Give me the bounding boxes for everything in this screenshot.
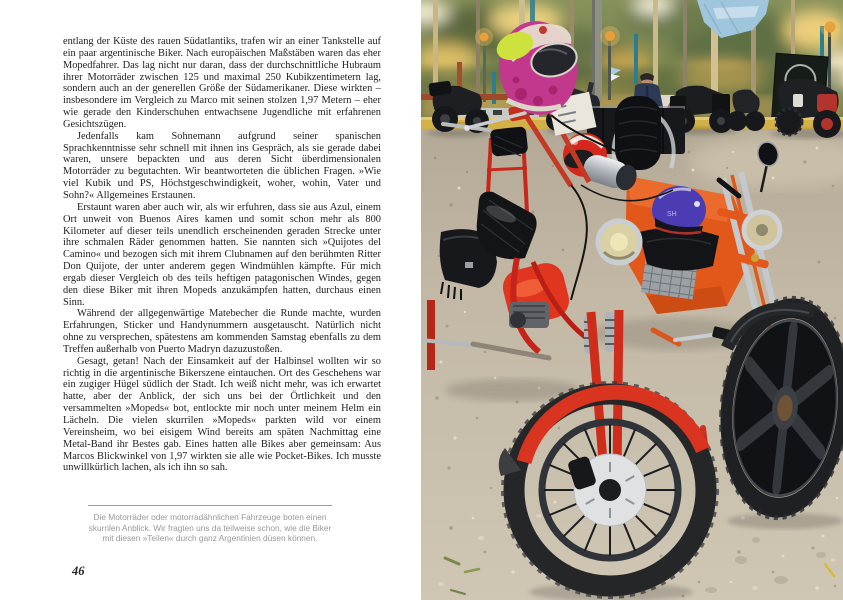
body-paragraph: Gesagt, getan! Nach der Einsamkeit auf der Halbinsel wollten wir so richtig in die argentinische Bikerszene eintauchen. Ort des Geschehens war ein zugiger Hügel südlich der Stadt. Ich weiß nicht mehr, was ich erwartet hatte, aber der Anblick, der sich uns bei der Örtlichkeit und den versammelten »Mopeds« bot, entlockte mir noch unter meinem Helm ein Lächeln. Die vielen skurrilen »Mopeds« parkten wild vor einem Vereinsheim, wo bei eisigem Wind bereits am späten Nachmittag eine Metal-Band ihr Bestes gab. Eines hatten alle Bikes aber gemeinsam: Aus Marcos Blickwinkel von 1,97 wirkten sie alle wie Pocket-Bikes. Ich musste unwillkürlich lachen, als ich ihn so sah.	[63, 355, 381, 474]
caption-divider	[88, 505, 332, 506]
body-paragraph: Jedenfalls kam Sohnemann aufgrund seiner spanischen Sprachkenntnisse sehr schnell mit ihnen ins Gespräch, als sie gerade dabei waren, unsere bepackten und aus deren Sicht überdimensionalen Motorräder zu begutachten. Wir beantworteten die üblichen Fragen. »Wie viel Kubik und PS, Höchstgeschwindigkeit, woher, wohin, Vater und Sohn?« Allgemeines Erstaunen.	[63, 130, 381, 201]
caption-text: Die Motorräder oder motorradähnlichen Fahrzeuge boten einen skurrilen Anblick. Wir fragten uns da teilweise schon, wie die Biker mit diesen »Teilen« durch ganz Argentinien düsen können.	[88, 512, 332, 544]
body-paragraph: Erstaunt waren aber auch wir, als wir erfuhren, dass sie aus Azul, einem Ort unweit von Buenos Aires kamen und somit schon mehr als 800 Kilometer auf dieser teils unendlich erscheinenden geraden Strecke unter ihre schmalen Räder genommen hatten. Sie nannten sich »Quijotes del Camino« und bezogen sich mit ihrem Clubnamen auf den berühmten Ritter Don Quijote, der unter anderem gegen Windmühlen kämpfte. Für mich ergab dieser Vergleich ob des teils heftigen patagonischen Windes, gegen den diese Biker mit ihren Mopeds anzukämpfen hatten, durchaus einen Sinn.	[63, 201, 381, 308]
page-number: 46	[72, 564, 85, 578]
body-text	[63, 36, 381, 474]
body-paragraph: Während der allgegenwärtige Matebecher die Runde machte, wurden Erfahrungen, Sticker und Handynummern ausgetauscht. Natürlich nicht ohne zu versprechen, spätestens am kommenden Samstag ebenfalls zu dem Treffen außerhalb von Puerto Madryn dazuzustoßen.	[63, 308, 381, 355]
body-paragraph: entlang der Küste des rauen Südatlantiks, trafen wir an einer Tankstelle auf ein paar argentinische Biker. Nach europäischen Maßstäben waren das eher Mopedfahrer. Das lag nicht nur daran, dass der durchschnittliche Hubraum ihrer Motorräder zwischen 125 und maximal 250 Kubikzentimetern lag, sondern auch an der generellen Größe der Südamerikaner. Diese wirkten – insbesondere im Vergleich zu Marco mit seinen stolzen 1,97 Metern – eher wie gerade den Kinderschuhen entwachsene Jugendliche mit erfahrenen Gesichtszügen.	[63, 36, 381, 130]
photo-caption	[85, 505, 335, 544]
photo-illustration	[421, 0, 843, 600]
svg-text:SH: SH	[667, 211, 677, 218]
photo-motorcycle-meeting	[421, 0, 843, 600]
